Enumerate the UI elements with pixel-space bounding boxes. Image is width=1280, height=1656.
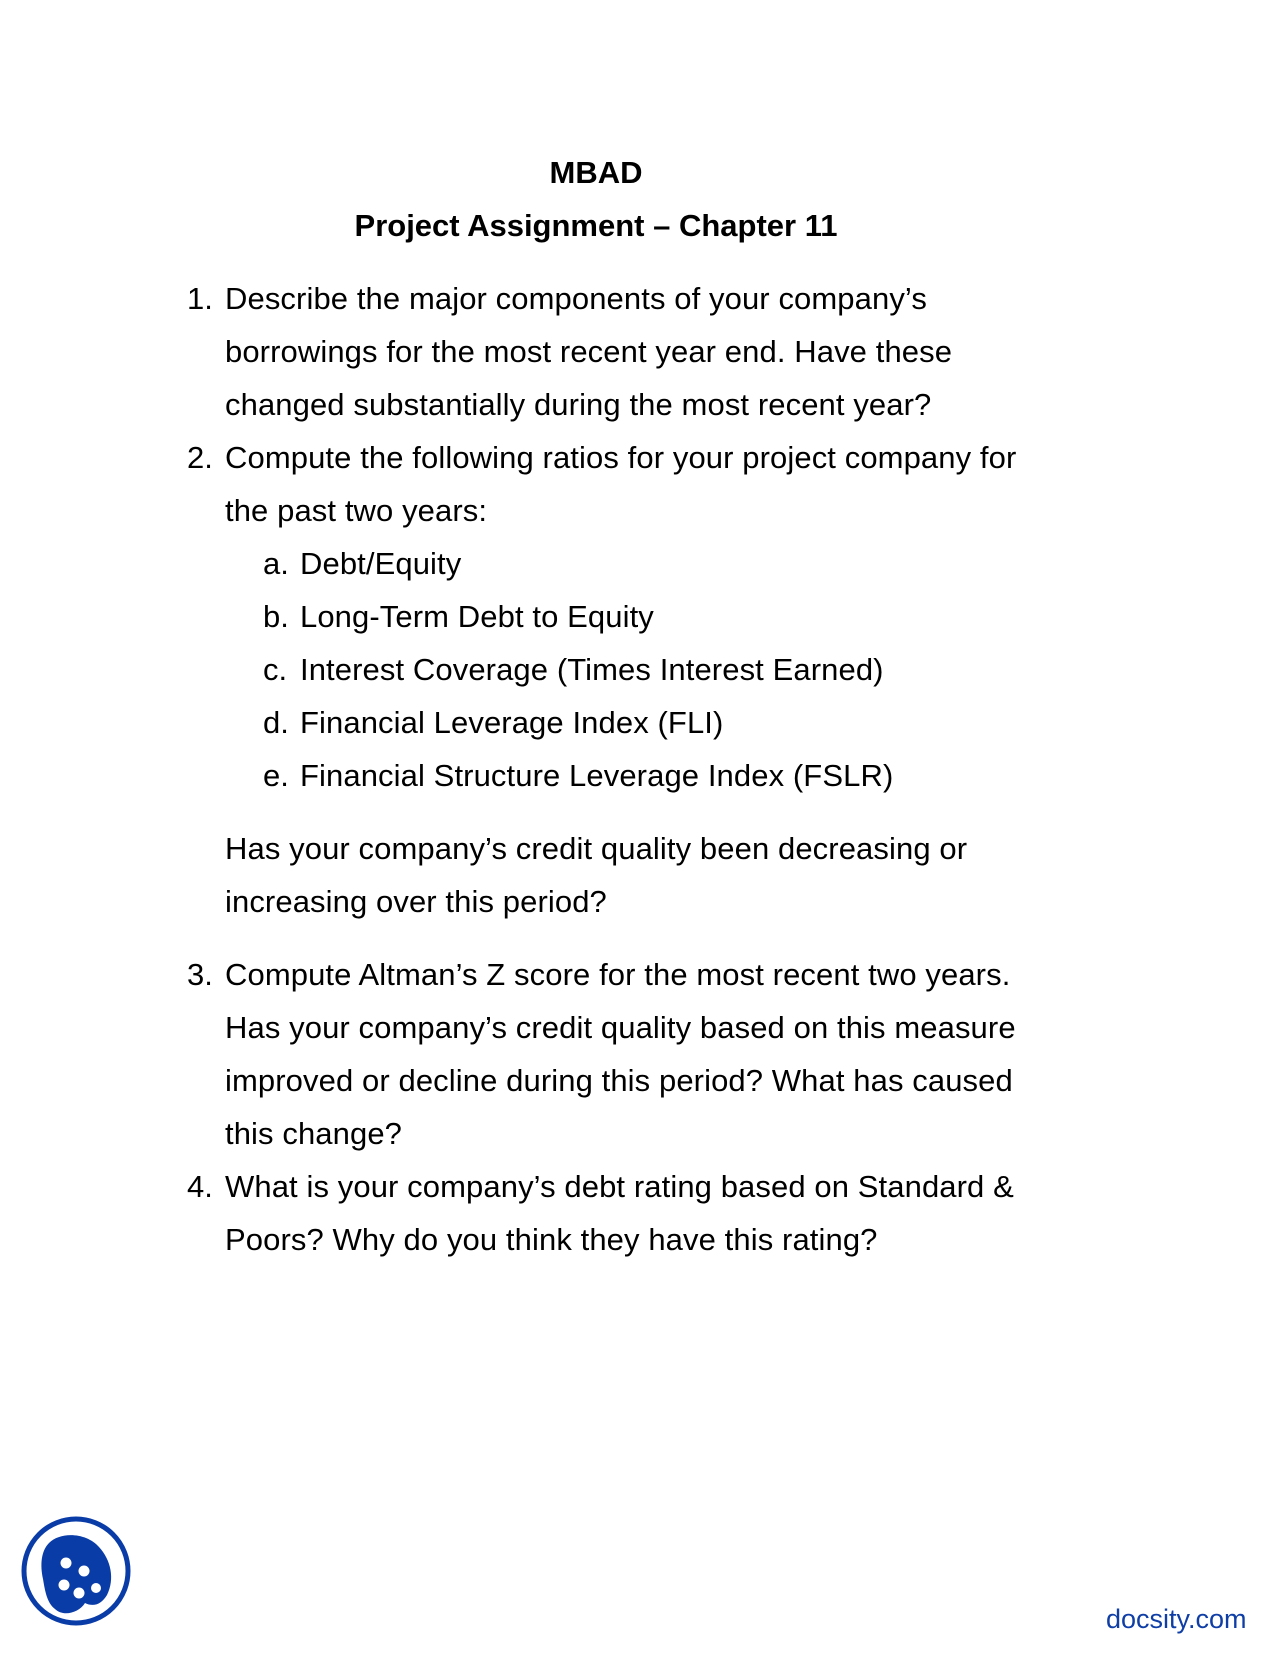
subitem-letter: b. bbox=[263, 599, 289, 634]
item-number: 3. bbox=[187, 957, 213, 992]
item-text-line: Describe the major components of your company’s bbox=[225, 281, 927, 316]
subitem-text: Interest Coverage (Times Interest Earned) bbox=[300, 652, 884, 687]
subitem-text: Financial Leverage Index (FLI) bbox=[300, 705, 724, 740]
subitem-letter: e. bbox=[263, 758, 289, 793]
subitem-text: Financial Structure Leverage Index (FSLR) bbox=[300, 758, 894, 793]
document-heading: MBAD bbox=[549, 155, 643, 190]
item-followup-line: increasing over this period? bbox=[225, 884, 607, 919]
item-text-line: Compute Altman’s Z score for the most recent two years. bbox=[225, 957, 1011, 992]
item-text-line: Compute the following ratios for your project company for bbox=[225, 440, 1017, 475]
subitem-letter: c. bbox=[263, 652, 288, 687]
item-text-line: this change? bbox=[225, 1116, 402, 1151]
document-subheading: Project Assignment – Chapter 11 bbox=[354, 208, 838, 243]
item-text-line: Poors? Why do you think they have this rating? bbox=[225, 1222, 878, 1257]
docsity-logo-icon bbox=[21, 1513, 131, 1629]
subitem-text: Long-Term Debt to Equity bbox=[300, 599, 654, 634]
item-text-line: improved or decline during this period? What has caused bbox=[225, 1063, 1013, 1098]
item-number: 1. bbox=[187, 281, 213, 316]
item-followup-line: Has your company’s credit quality been decreasing or bbox=[225, 831, 968, 866]
subitem-letter: d. bbox=[263, 705, 289, 740]
subitem-text: Debt/Equity bbox=[300, 546, 462, 581]
item-text-line: the past two years: bbox=[225, 493, 488, 528]
subitem-letter: a. bbox=[263, 546, 289, 581]
item-text-line: changed substantially during the most recent year? bbox=[225, 387, 932, 422]
item-text-line: What is your company’s debt rating based on Standard & bbox=[225, 1169, 1014, 1204]
item-text-line: borrowings for the most recent year end. Have these bbox=[225, 334, 953, 369]
docsity-brand-text[interactable]: docsity.com bbox=[1106, 1604, 1247, 1634]
item-number: 2. bbox=[187, 440, 213, 475]
item-text-line: Has your company’s credit quality based on this measure bbox=[225, 1010, 1016, 1045]
item-number: 4. bbox=[187, 1169, 213, 1204]
